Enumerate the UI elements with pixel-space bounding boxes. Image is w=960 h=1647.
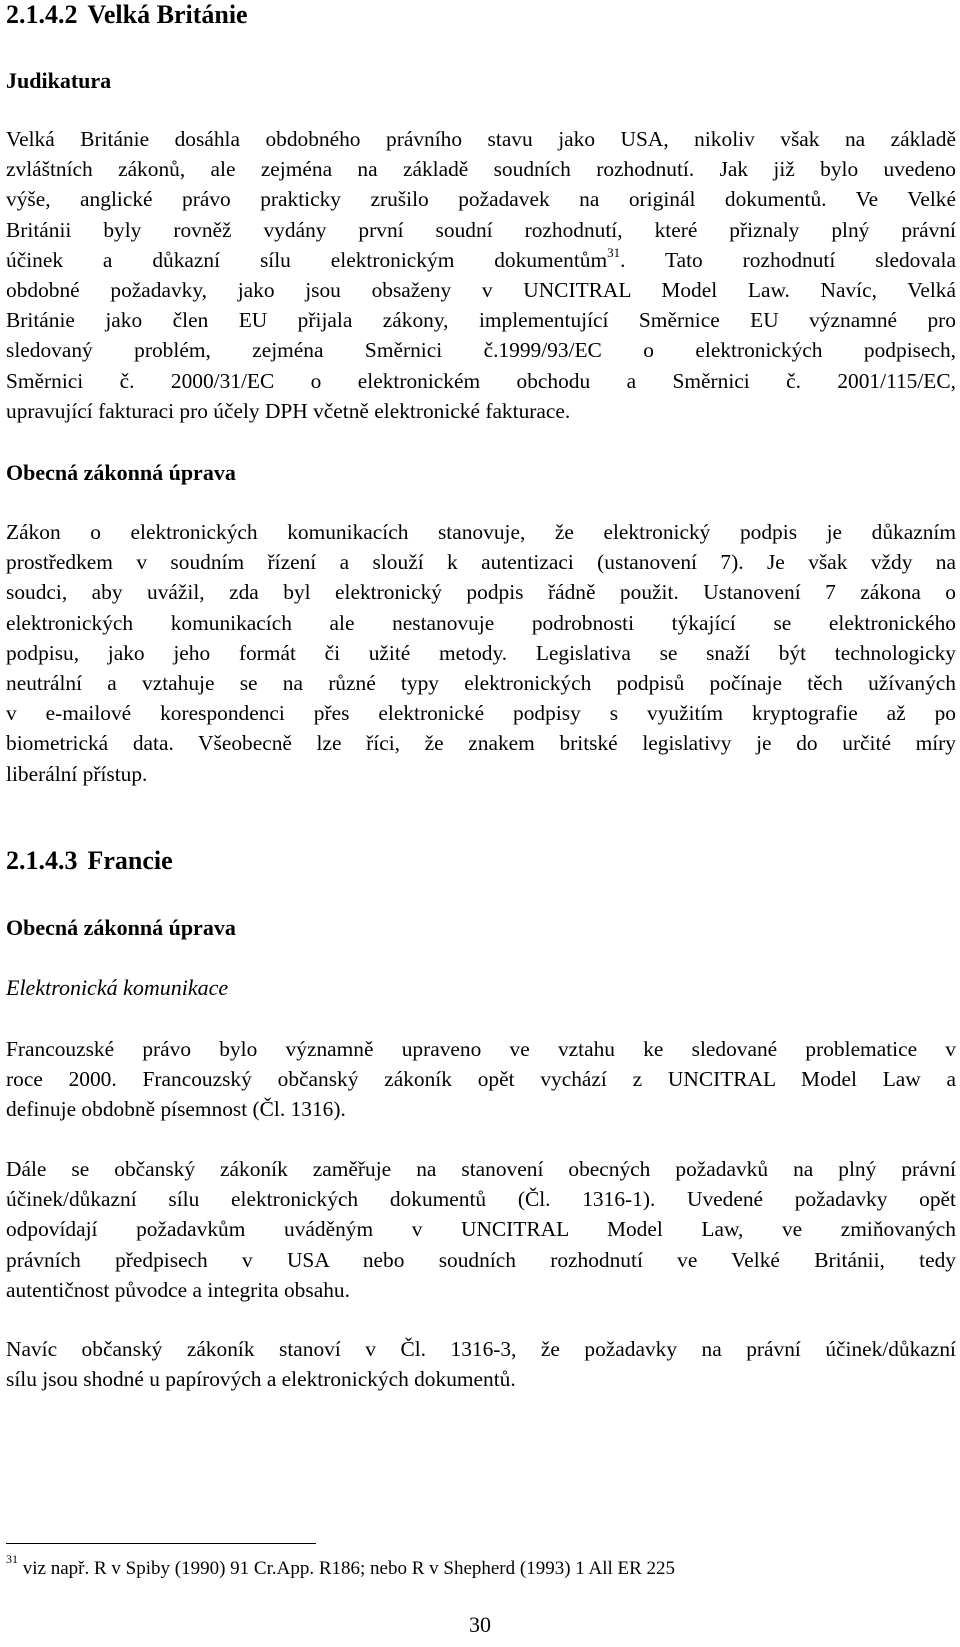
text-line: Velká Británie dosáhla obdobného právního stavu jako USA, nikoliv však na základě [6,127,956,151]
text-line: biometrická data. Všeobecně lze říci, že znakem britské legislativy je do určité míry [6,731,956,756]
text-line: autentičnost původce a integrita obsahu. [6,1277,350,1302]
paragraph-francie-3 [6,1334,956,1394]
text-line: upravující fakturaci pro účely DPH včetně elektronické fakturace. [6,398,571,423]
text-line: podpisu, jako jeho formát či užité metody. Legislativa se snaží být technologicky [6,640,956,665]
judikatura-heading: Judikatura [6,68,112,93]
section-title: Francie [87,846,173,875]
text-line: Zákon o elektronických komunikacích stanovuje, že elektronický podpis je důkazním [6,520,956,544]
text-line: Británie jako člen EU přijala zákony, implementující Směrnice EU významné pro [6,308,956,333]
paragraph-obecna-uk [6,517,956,789]
footnote-number: 31 [6,1551,18,1566]
text-line-with-footnote [6,245,956,275]
text-line: sílu jsou shodné u papírových a elektronických dokumentů. [6,1367,516,1392]
text-fragment: účinek a důkazní sílu elektronickým dokumentům [6,247,608,272]
section-heading-uk [6,0,248,30]
text-line: Navíc občanský zákoník stanoví v Čl. 1316-3, že požadavky na právní účinek/důkazní [6,1337,956,1361]
paragraph-judikatura [6,124,956,426]
elektronicka-komunikace-heading: Elektronická komunikace [6,975,229,1000]
section-heading-fr [6,846,173,876]
text-line: Dále se občanský zákoník zaměřuje na stanovení obecných požadavků na plný právní [6,1157,956,1181]
text-line: Francouzské právo bylo významně upraveno ve vztahu ke sledované problematice v [6,1037,956,1061]
text-line: v e-mailové korespondenci přes elektronické podpisy s využitím kryptografie až po [6,701,956,726]
page-number: 30 [469,1612,491,1637]
footnote-text: viz např. R v Spiby (1990) 91 Cr.App. R186; nebo R v Shepherd (1993) 1 All ER 225 [18,1558,676,1579]
text-line: soudci, aby uvážil, zda byl elektronický podpis řádně použit. Ustanovení 7 zákona o [6,580,956,605]
text-line: odpovídají požadavkům uváděným v UNCITRAL Model Law, ve zmiňovaných [6,1217,956,1242]
text-line: elektronických komunikacích ale nestanovuje podrobnosti týkající se elektronického [6,610,956,635]
text-line: účinek/důkazní sílu elektronických dokumentů (Čl. 1316-1). Uvedené požadavky opět [6,1187,956,1212]
section-title: Velká Británie [87,0,248,29]
text-line: neutrální a vztahuje se na různé typy elektronických podpisů počínaje těch užívaných [6,671,956,696]
text-line: roce 2000. Francouzský občanský zákoník opět vychází z UNCITRAL Model Law a [6,1067,956,1092]
section-number: 2.1.4.3 [6,846,78,875]
paragraph-francie-1 [6,1034,956,1125]
obecna-heading-uk: Obecná zákonná úprava [6,460,236,485]
text-line: obdobné požadavky, jako jsou obsaženy v UNCITRAL Model Law. Navíc, Velká [6,278,956,303]
footnote-separator [6,1543,316,1544]
text-line: výše, anglické právo prakticky zrušilo požadavek na originál dokumentů. Ve Velké [6,187,956,212]
text-line: zvláštních zákonů, ale zejména na základě soudních rozhodnutí. Jak již bylo uvedeno [6,157,956,182]
footnote-ref: 31 [607,244,621,260]
text-line: sledovaný problém, zejména Směrnici č.1999/93/EC o elektronických podpisech, [6,338,956,363]
text-line: prostředkem v soudním řízení a slouží k autentizaci (ustanovení 7). Je však vždy na [6,550,956,575]
text-line: Británii byly rovněž vydány první soudní rozhodnutí, které přiznaly plný právní [6,217,956,242]
text-fragment: . Tato rozhodnutí sledovala [620,247,956,272]
text-line: Směrnici č. 2000/31/EC o elektronickém obchodu a Směrnici č. 2001/115/EC, [6,368,956,393]
text-line: liberální přístup. [6,761,148,786]
footnote [6,1551,676,1580]
paragraph-francie-2 [6,1154,956,1305]
section-number: 2.1.4.2 [6,0,78,29]
obecna-heading-fr: Obecná zákonná úprava [6,915,236,940]
text-line: definuje obdobně písemnost (Čl. 1316). [6,1097,346,1122]
text-line: právních předpisech v USA nebo soudních rozhodnutí ve Velké Británii, tedy [6,1247,956,1272]
